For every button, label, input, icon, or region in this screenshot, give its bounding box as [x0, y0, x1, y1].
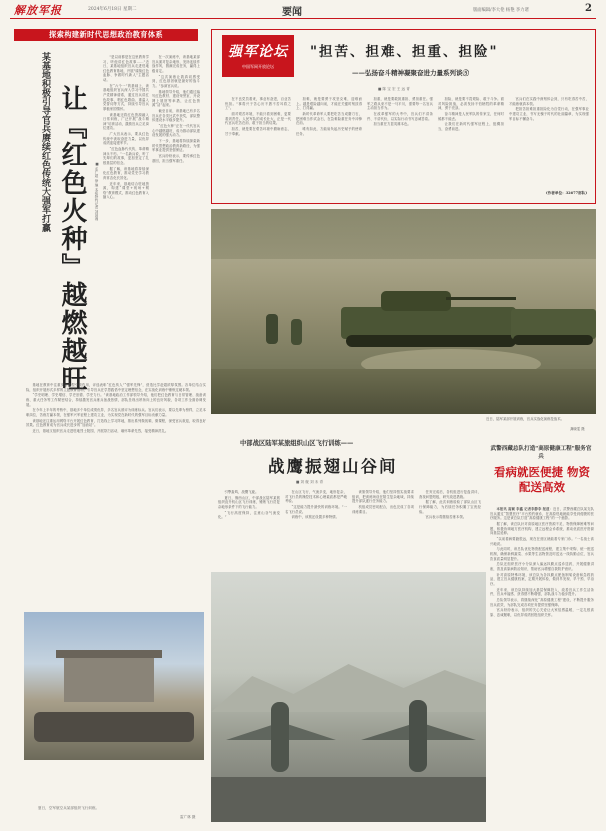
soldier-1 [266, 314, 278, 344]
feature-logo-block [222, 35, 294, 77]
newspaper-logo: 解放军报 [14, 4, 62, 17]
column-banner [14, 29, 198, 41]
column-banner-text: 探索构建新时代思想政治教育体系 [49, 30, 163, 39]
aircraft-photo [211, 572, 486, 822]
feature-col-2: 担难，就是要勇于攻坚克难，迎难而上。越是艰险越向前，才能在关键时刻顶得上、打得赢。 新时代革命军人要把吃苦当成磨刀石，把困难当作试金石，在急难险重任务中冲锋在前。 唯有如此，方能肩负起历史赋予的使命任务。 [296, 97, 362, 136]
jet-1-fuselage [271, 702, 289, 772]
issue-date: 2024年6月18日 星期二 [88, 7, 137, 12]
right-kicker: 武警西藏总队打造"高原健康工程"服务官兵 [490, 446, 592, 460]
tank-gun [446, 297, 516, 300]
center-headline: 战鹰振翅山谷间 [268, 457, 398, 476]
tank-turret [381, 291, 451, 311]
center-col-3: 该旅领导介绍，他们坚持按实战要求组训，把训练场设在陌生复杂地域，持续提升部队遂行任务能力。 机组成员密切配合，出色完成了各项训练课目。 [352, 490, 414, 514]
soldier-2 [291, 319, 302, 345]
left-body-lead: "是以前都是在这里教育学习，听他讲红色故事……"近日，某基地组织官兵走进驻地红色教育基地，开展"赓续红色血脉、争做时代新人"主题活动。 [103, 55, 149, 82]
runway-shape [211, 777, 486, 822]
page-editors: 版面编辑/李大伦 杨艳 李力诸 [473, 8, 529, 13]
center-col-1: 引擎轰鸣，战鹰飞旋。 夏日，豫西山区，中部战区陆军某旅组织直升机山区飞行训练，锤炼飞行员复杂地形条件下的飞行能力。 “飞行高度保持，注意山谷气流变化。” [218, 490, 280, 520]
left-body-col-2: 在一次演练中，该基地某部官兵面对复杂地形，发扬连续作战作风，圆满完成任务，赢得上级肯定。 “这次演练让我真切感受到，红色基因就是最好的战斗力。”参演官兵说。 基地领导介绍，他们通过编写红色教材、建设荣誉室、开设网上展馆等举措，让红色资源“活”起来。 截至目前，该基地已有多名官兵在各类比武中获奖，部队整体建设水平稳步提升。 “红色火种”正在一代代官兵心中越燃越旺，成为推动部队建设发展的强大动力。 下一步，基地将持续探索新时代思想政治教育新路径，为强军事业提供坚强保证。 官兵纷纷表示，要传承红色基因，担当强军重任。 [152, 55, 200, 163]
page-number: 2 [585, 3, 592, 14]
center-col-4: 任务完成后，各机组进行复盘讲评，查找问题短板，研究改进措施。 据了解，此次训练检验了部队山区飞行保障能力，为后续任务积累了宝贵经验。 官兵表示将继续苦练本领。 [419, 490, 481, 520]
left-headline: 让『红色火种』越燃越旺 [57, 85, 87, 393]
mountain-shape [211, 652, 486, 712]
center-kicker: 中部战区陆军某旅组织山区飞行训练—— [240, 440, 354, 447]
masthead [0, 0, 606, 18]
feature-logo-sub: 中国军网开放论坛 [242, 64, 274, 69]
left-body-bottom: 基地在教育中注重发挥典型引领作用，评选表彰“红色传人”“强军先锋”，营造比学赶超浓厚氛围。各单位结合实际，组织开展形式多样的主题教育活动，引导官兵在学思践悟中坚定理想信念，在实战化训练中锤炼过硬本领。 “学史明理、学史增信、学史崇德、学史力行。”该基地政治工作部领导介绍，他们把红色教育与日常管理、战备训练、重大任务等工作紧密结合，持续激发官兵练兵备战热情，部队呈现出昂扬向上的良好风貌，各项工作全面协调发展。 在今年上半年的考核中，基地多个单位成绩优异，多名官兵被评为训练标兵。官兵们表示，要以先辈为榜样，立足本职岗位，苦练打赢本领，在强军兴军征程上建功立业，为实现党在新时代的强军目标贡献力量。 该基地还注重运用网络平台开展红色教育，打造线上学习阵地，推出系列微视频、微课程，深受官兵欢迎，取得良好效果。红色教育成为官兵成长进步的“加油站”。 近日，基地又组织官兵走进驻地烈士陵园，开展祭扫活动，缅怀革命先烈，接受精神洗礼。 [26, 383, 206, 434]
right-body: 本报讯 高颖 李鑫 记者李静李 报道：近日，武警西藏总队某支队官兵通过“智慧医疗”平台预约就诊，在高原驻地就能享受到便捷的医疗服务。这是该总队打造“高原健康工程”的一个缩影。 据了解，该总队针对高原地区医疗资源不足、物资保障困难等问题，积极协调地方医疗机构，建立远程会诊系统，推动优质医疗资源向基层延伸。 “以前看病要跑很远，现在在营区就能看专家门诊。”一名战士高兴地说。 与此同时，该总队优化物资配送流程，建立集中采购、统一配送机制，确保新鲜蔬菜、水果等生活物资及时送达一线执勤点位，官兵饮食质量明显提升。 总队还组织医疗小分队深入偏远执勤点巡诊送药，开展健康讲座，普及高原病防治知识，帮助官兵增强自我防护意识。 针对高原特殊环境，该总队为各执勤点配备制氧设备和急救药品，建立官兵健康档案，定期开展体检，做到早发现、早干预、早治疗。 近年来，该总队持续加大基层保障投入，改善官兵工作生活条件，官兵幸福感、获得感不断增强，部队战斗力稳步提升。 总队领导表示，将继续深化“高原健康工程”建设，不断提升服务官兵质效，为部队完成各项任务提供坚强保障。 官兵纷纷表示，组织的关心关爱让大家倍感温暖，一定扎根高原、忠诚履职，以优异成绩回报组织关怀。 [490, 507, 594, 617]
center-byline: ■ 刘 舰 刘 未 青 [296, 480, 324, 484]
jet-2-fuselage [409, 700, 427, 772]
feature-col-4: 担险，就是要不畏艰险、敢于斗争。面对风险挑战，必须发扬不怕牺牲的革命精神，勇于亮剑。 奋斗精神是人民军队的传家宝，任何时候都不能丢。 让我们在新时代强军征程上，挺膺担当，奋勇前进。 [438, 97, 504, 131]
building-shape [64, 657, 154, 702]
building-roof [56, 650, 162, 658]
feature-headline: "担苦、担难、担重、担险" [310, 44, 499, 60]
section-title: 要闻 [282, 7, 302, 18]
tank-2-tracks [513, 335, 593, 345]
left-body-col-1: "是以前都是在这里教育学习，听他讲红色故事……"近日，某基地组织官兵走进驻地红色教育基地，开展"赓续红色血脉、争做时代新人"主题活动。 在“六个一”的基础上，该基地组织官兵深入学习中国共产党精神谱系，通过官兵讲红色故事、唱红色歌曲、重温入党誓词等方式，持续引导官兵厚植家国情怀。 该基地还将红色资源融入日常训练，广泛开展“战斗精神”培育活动，激励官兵立足岗位建功。 广大官兵表示，要从红色传统中汲取奋进力量，以优异成绩迎接建军节。 “红色血脉代代传，革命精神永不朽。”一名新兵说，听了先辈们的故事，更加坚定了扎根基层的信念。 据了解，该基地将持续深化红色教育，推动党史学习教育常态化长效化。 近年来，基地结合驻地资源，构建“课堂+现场+网络”教育模式，推动红色教育入脑入心。 [103, 55, 149, 200]
left-bottom-image [24, 612, 204, 760]
center-col-2: 在山区飞行，气流多变，地形复杂，对飞行员的操控技术和心理素质都是严峻考验。 “这是能力提升最快的训练环境。”一名飞行员说。 训练中，该旅还设置多种特情。 [285, 490, 347, 520]
feature-col-1: 在不良党员看来，事业有奋进，百业苦忧担。"事将兴于苦心历不愚不苦耳将之工"。 面对艰苦环境，不能只看到困难，更要看到责任。人民军队的成长壮大，正是一代代官兵吃苦在前、敢于担当的结果。 担苦，就是要在艰苦环境中磨砺意志，甘于奉献。 [225, 97, 291, 136]
ground-shape [211, 369, 596, 414]
left-subhead: 某基地积极引导官兵赓续红色传统大强军打赢 [40, 52, 50, 232]
main-photo [211, 209, 596, 414]
masthead-rule [10, 18, 596, 19]
feature-col-3: 担重，就是要敢挑重担、勇担重任。强军之路从来不是一马平川，需要每一名官兵主动担当作为。 在改革强军的大考中，官兵们不讲条件、不讲代价，以实际行动书写忠诚答卷。 担当重任方显英雄本色。 [367, 97, 433, 127]
left-bottom-caption: 夏日，空军航空兵某部组织飞行训练。 [38, 806, 100, 810]
tank-tracks [346, 335, 516, 347]
feature-author-note: (作者单位：32677部队) [546, 191, 588, 195]
feature-subtitle: ——弘扬奋斗精神凝聚奋进力量系列谈⑤ [352, 69, 469, 77]
photo-caption: 近日，陆军某部开展训练，官兵实战化演练技战术。 [486, 417, 564, 421]
crowd-shape [34, 712, 194, 742]
feature-byline: ■ 陈 宝 宏 王 远 青 [378, 87, 410, 91]
feature-body-lead: 在不良党员看来，事业有奋进，百业苦忧担。"事将兴于苦心历不愚不苦耳将之工"。 [225, 97, 291, 111]
photo-credit: 龚晓雯 摄 [570, 427, 585, 431]
feature-logo: 强军论坛 [228, 44, 288, 60]
right-byline: 本报讯 高颖 李鑫 记者李静李 报道 [496, 507, 550, 511]
left-bottom-credit: 雷广林 摄 [180, 815, 196, 819]
right-headline: 看病就医便捷 物资配送高效 [493, 465, 590, 494]
left-byline: ■ 孟广超 徐 琳 本报特约记者 刘国湘 [95, 162, 99, 221]
treeline-shape [211, 209, 596, 259]
feature-col-5: 官兵们在实践中深刻体会到，只有吃得苦中苦，才能练就真本领。 把担苦担难担重担险化为自觉行动，在强军事业中建功立业，书写无愧于时代的壮丽篇章，为实现强军目标不懈奋斗。 [509, 97, 589, 121]
